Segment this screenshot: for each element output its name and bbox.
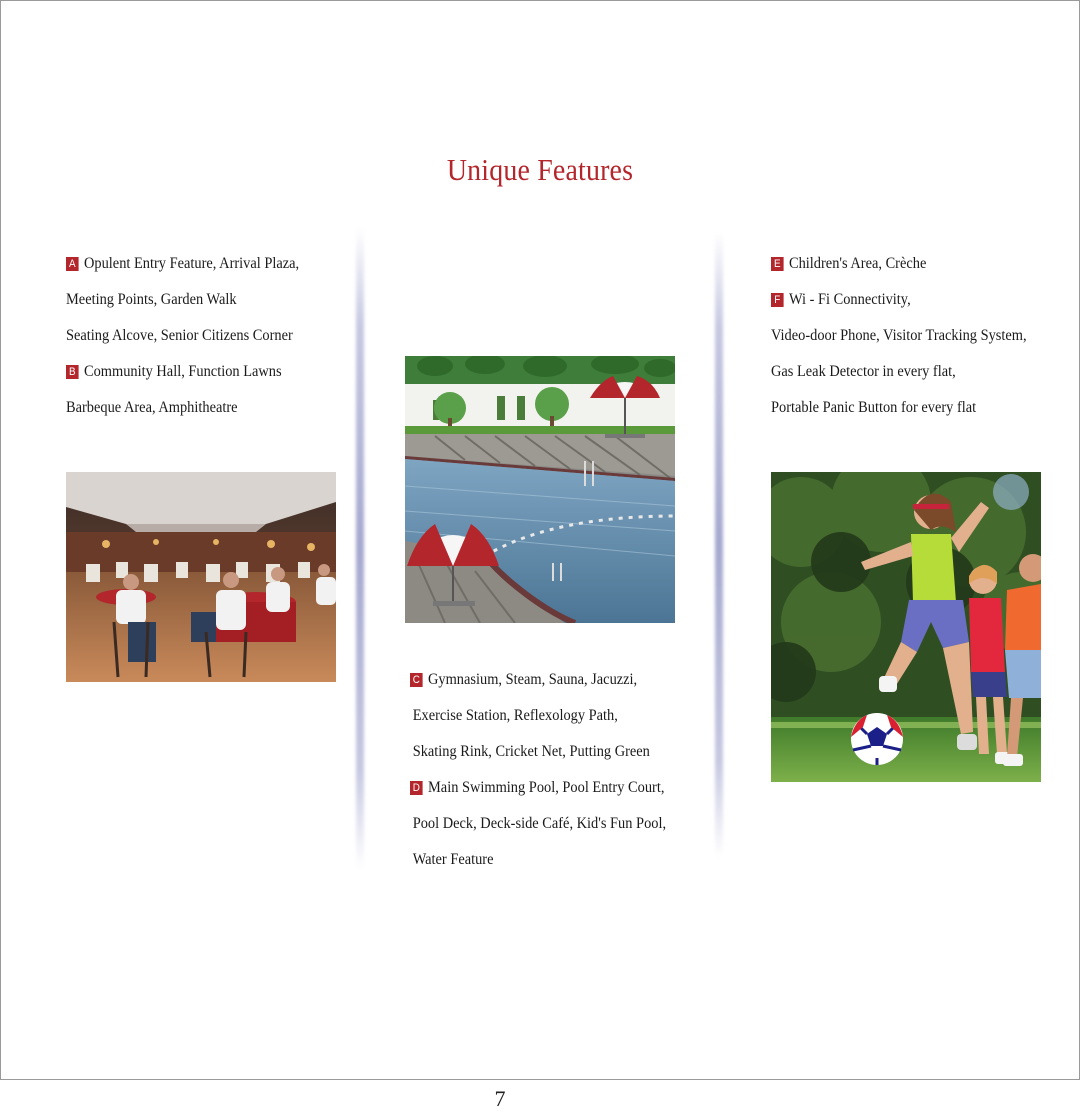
feature-text: Gas Leak Detector in every flat, <box>771 363 956 380</box>
column-divider <box>715 232 723 857</box>
feature-line <box>771 246 1027 282</box>
page-number: 7 <box>494 1086 506 1111</box>
feature-line <box>771 354 1027 390</box>
feature-line <box>66 318 299 354</box>
left-feature-list <box>66 246 325 426</box>
feature-line <box>410 842 666 878</box>
feature-line <box>410 698 666 734</box>
feature-line <box>771 390 1027 426</box>
right-feature-list <box>771 246 1055 426</box>
feature-line <box>66 354 299 390</box>
feature-text: Portable Panic Button for every flat <box>771 399 977 416</box>
children-playing-photo <box>771 472 1041 782</box>
feature-text: Barbeque Area, Amphitheatre <box>66 399 238 416</box>
feature-text: Video-door Phone, Visitor Tracking System, <box>771 327 1027 344</box>
feature-text: Meeting Points, Garden Walk <box>66 291 237 308</box>
feature-line <box>771 318 1027 354</box>
feature-line <box>771 282 1027 318</box>
feature-text: Skating Rink, Cricket Net, Putting Green <box>412 743 650 760</box>
feature-text: Water Feature <box>412 851 494 868</box>
feature-text: Opulent Entry Feature, Arrival Plaza, <box>84 255 300 272</box>
feature-text: Seating Alcove, Senior Citizens Corner <box>66 327 293 344</box>
feature-line <box>410 734 666 770</box>
middle-feature-list <box>410 662 695 878</box>
feature-text: Main Swimming Pool, Pool Entry Court, <box>428 779 665 796</box>
feature-text: Pool Deck, Deck-side Café, Kid's Fun Pool, <box>412 815 667 832</box>
feature-badge: C <box>410 673 423 687</box>
page-title: Unique Features <box>446 152 634 187</box>
feature-line <box>66 282 299 318</box>
swimming-pool-photo <box>405 356 675 623</box>
feature-line <box>66 390 299 426</box>
feature-text: Children's Area, Crèche <box>789 255 927 272</box>
feature-badge: E <box>771 257 784 271</box>
feature-badge: B <box>66 365 79 379</box>
community-hall-photo <box>66 472 336 682</box>
feature-line <box>66 246 299 282</box>
feature-text: Community Hall, Function Lawns <box>84 363 282 380</box>
feature-text: Gymnasium, Steam, Sauna, Jacuzzi, <box>428 671 638 688</box>
feature-badge: A <box>66 257 79 271</box>
feature-line <box>410 770 666 806</box>
feature-text: Exercise Station, Reflexology Path, <box>412 707 618 724</box>
feature-text: Wi - Fi Connectivity, <box>789 291 911 308</box>
feature-line <box>410 806 666 842</box>
feature-badge: F <box>771 293 784 307</box>
feature-line <box>410 662 666 698</box>
feature-badge: D <box>410 781 423 795</box>
column-divider <box>356 228 364 868</box>
